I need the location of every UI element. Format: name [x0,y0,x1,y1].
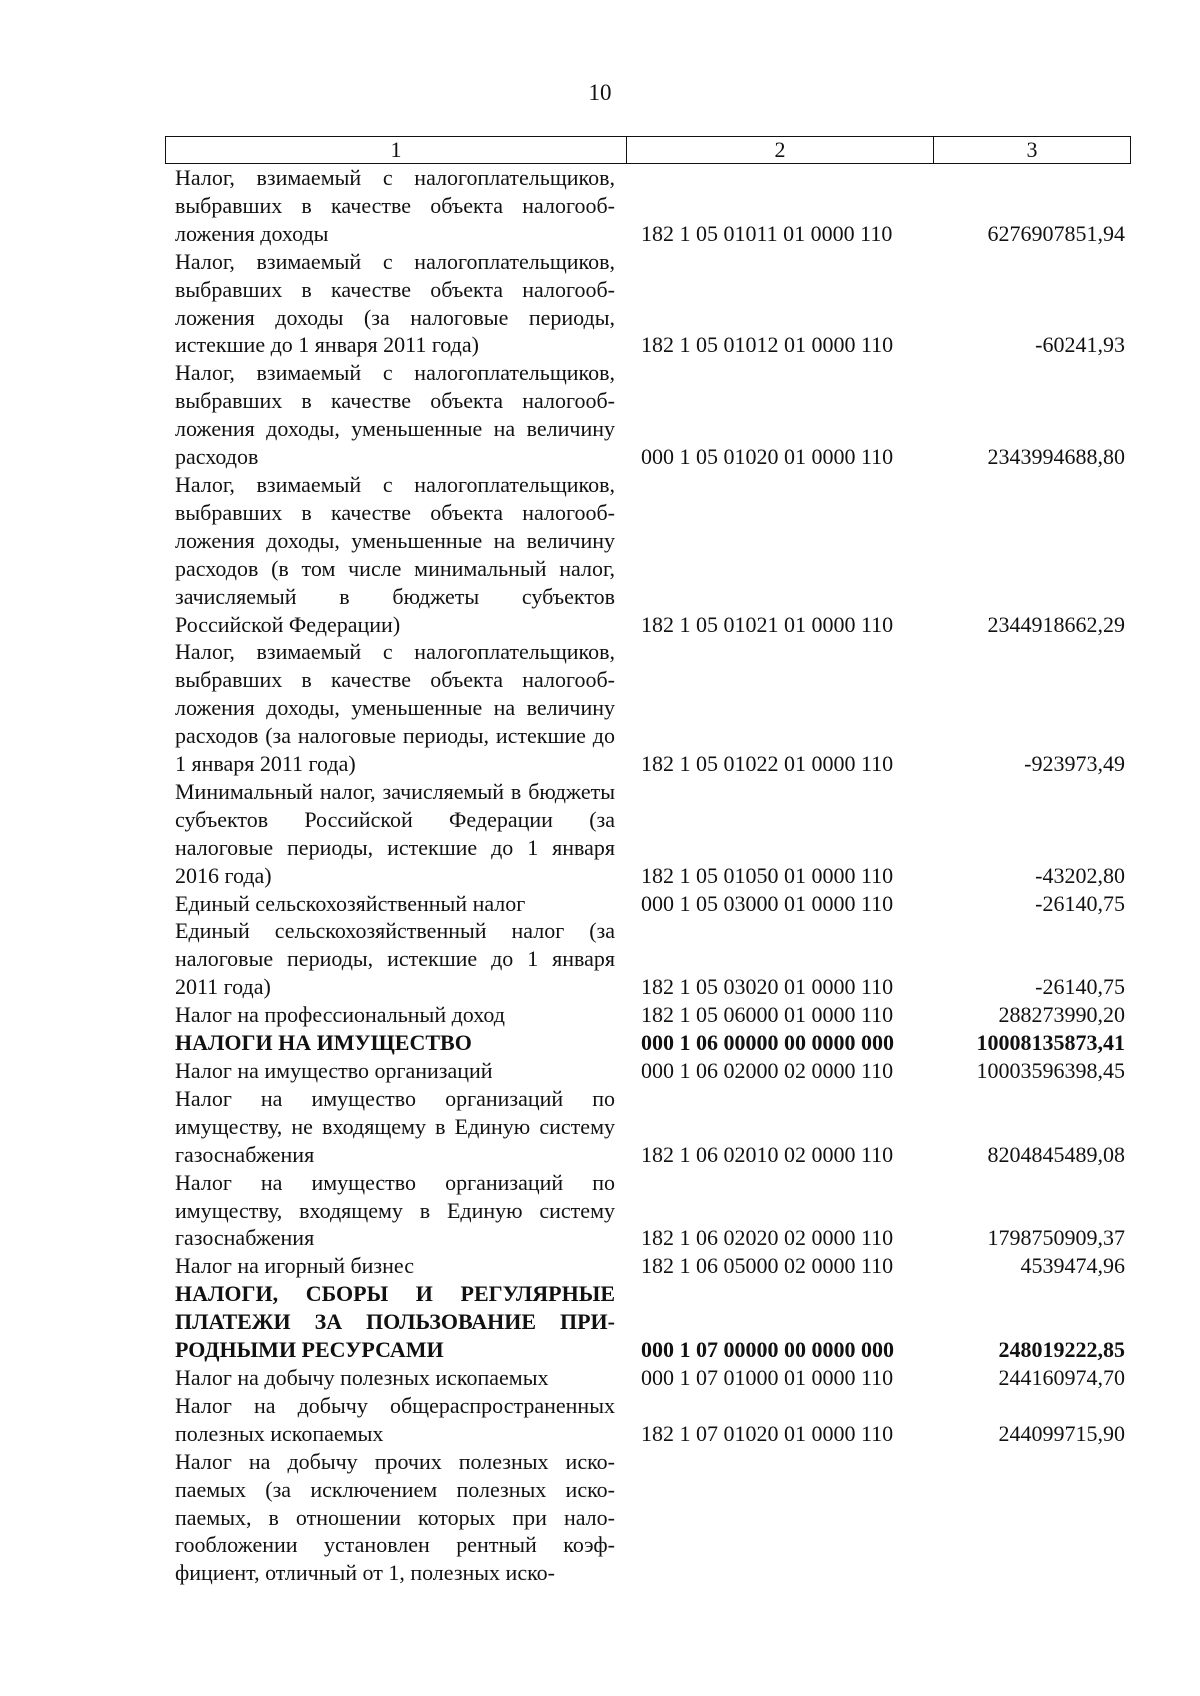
table-row [175,1001,1125,1029]
row-code: 182 1 06 05000 02 0000 110 [641,1253,894,1279]
row-amount: 288273990,20 [998,1002,1125,1028]
row-name: Налог, взимаемый с налогоплательщиков, выбравших в качестве объекта налогообложения доходы, уменьшенные на величину расходов (за налоговые периоды, истекшие до 1 января 2011 года) [175,639,615,777]
table-row [175,359,1125,471]
table-row [175,638,1125,778]
table-row [175,1280,1125,1364]
column-header-1: 1 [166,137,627,163]
table-row [175,1029,1125,1057]
row-code: 182 1 07 01020 01 0000 110 [641,1420,894,1446]
row-name: Налог на добычу общераспространенных полезных ископаемых [175,1392,615,1446]
row-name: Налог на имущество организаций по имуществу, не входящему в Единую систему газоснабжения [175,1085,615,1167]
page-number: 10 [588,80,612,105]
row-name: Налог, взимаемый с налогоплательщиков, выбравших в качестве объекта налогообложения доходы (за налоговые периоды, истекшие до 1 января 2011 года) [175,248,615,358]
row-amount: 6276907851,94 [987,220,1125,246]
row-code: 000 1 07 01000 01 0000 110 [641,1364,894,1390]
row-amount: 2343994688,80 [987,444,1125,470]
row-amount: 8204845489,08 [987,1141,1125,1167]
row-amount: -43202,80 [1035,862,1125,888]
row-code: 000 1 05 01020 01 0000 110 [641,444,894,470]
row-code: 182 1 05 01011 01 0000 110 [641,220,893,246]
row-code: 182 1 05 01012 01 0000 110 [641,332,894,358]
table-body [175,164,1125,1587]
row-amount: 1798750909,37 [987,1225,1125,1251]
row-amount: 4539474,96 [1020,1253,1125,1279]
row-name: Налог на добычу полезных ископаемых [175,1364,549,1390]
row-amount: -26140,75 [1035,974,1125,1000]
row-code: 182 1 05 06000 01 0000 110 [641,1002,894,1028]
table-row [175,471,1125,638]
row-code: 182 1 05 03020 01 0000 110 [641,974,894,1000]
row-amount: 244160974,70 [998,1364,1125,1390]
row-name: Налог на имущество организаций [175,1058,493,1083]
row-amount: 244099715,90 [998,1420,1125,1446]
row-amount: -60241,93 [1035,332,1125,358]
row-code: 000 1 06 02000 02 0000 110 [641,1058,894,1083]
row-code: 182 1 06 02010 02 0000 110 [641,1141,894,1167]
row-name: Единый сельскохозяйственный налог [175,890,526,916]
row-name: Минимальный налог, зачисляемый в бюджеты субъектов Российской Федерации (за налоговые периоды, истекшие до 1 января 2016 года) [175,778,615,888]
table-row [175,164,1125,248]
row-code: 000 1 06 00000 00 0000 000 [641,1030,894,1056]
table-header [165,136,1131,164]
row-amount: 10003596398,45 [976,1058,1125,1083]
row-code: 000 1 05 03000 01 0000 110 [641,890,894,916]
row-code: 000 1 07 00000 00 0000 000 [641,1337,894,1363]
table-row [175,890,1125,918]
row-amount: 10008135873,41 [976,1030,1125,1056]
row-name: НАЛОГИ НА ИМУЩЕСТВО [175,1030,472,1056]
table-row [175,1085,1125,1169]
row-code: 182 1 05 01050 01 0000 110 [641,862,894,888]
row-amount: -923973,49 [1024,751,1125,777]
table-row [175,1252,1125,1280]
row-code: 182 1 05 01022 01 0000 110 [641,751,894,777]
table-row [175,1057,1125,1085]
row-name: Налог на добычу прочих полезных ископаемых (за исключением полезных ископаемых, в отношении которых при налогообложении установлен рентный коэффициент, отличный от 1, полезных иско- [175,1448,615,1586]
row-code: 182 1 05 01021 01 0000 110 [641,611,894,637]
row-name: Налог, взимаемый с налогоплательщиков, выбравших в качестве объекта налогообложения доходы, уменьшенные на величину расходов [175,360,615,470]
row-amount: 248019222,85 [998,1337,1125,1363]
row-code: 182 1 06 02020 02 0000 110 [641,1225,894,1251]
row-name: Налог, взимаемый с налогоплательщиков, выбравших в качестве объекта налогообложения доходы [175,165,615,246]
column-header-3: 3 [1026,137,1038,162]
row-name: Налог, взимаемый с налогоплательщиков, выбравших в качестве объекта налогообложения доходы, уменьшенные на величину расходов (в том числе минимальный налог, зачисляемый в бюджеты субъектов Российской Федерации) [175,471,615,637]
table-row [175,778,1125,890]
table-row [175,248,1125,360]
row-name: Налог на имущество организаций по имуществу, входящему в Единую систему газоснабжения [175,1169,615,1251]
table-row [175,1448,1125,1588]
table-row [175,1392,1125,1448]
table-row [175,1169,1125,1253]
row-name: Налог на профессиональный доход [175,1002,505,1028]
table-row [175,1364,1125,1392]
column-header-2: 2 [627,137,934,163]
row-name: НАЛОГИ, СБОРЫ И РЕГУЛЯРНЫЕ ПЛАТЕЖИ ЗА ПОЛЬЗОВАНИЕ ПРИРОДНЫМИ РЕСУРСАМИ [175,1281,615,1363]
table-row [175,917,1125,1001]
row-amount: 2344918662,29 [987,611,1125,637]
row-name: Единый сельскохозяйственный налог (за налоговые периоды, истекшие до 1 января 2011 года) [175,918,615,1000]
row-amount: -26140,75 [1035,890,1125,916]
row-name: Налог на игорный бизнес [175,1253,414,1279]
